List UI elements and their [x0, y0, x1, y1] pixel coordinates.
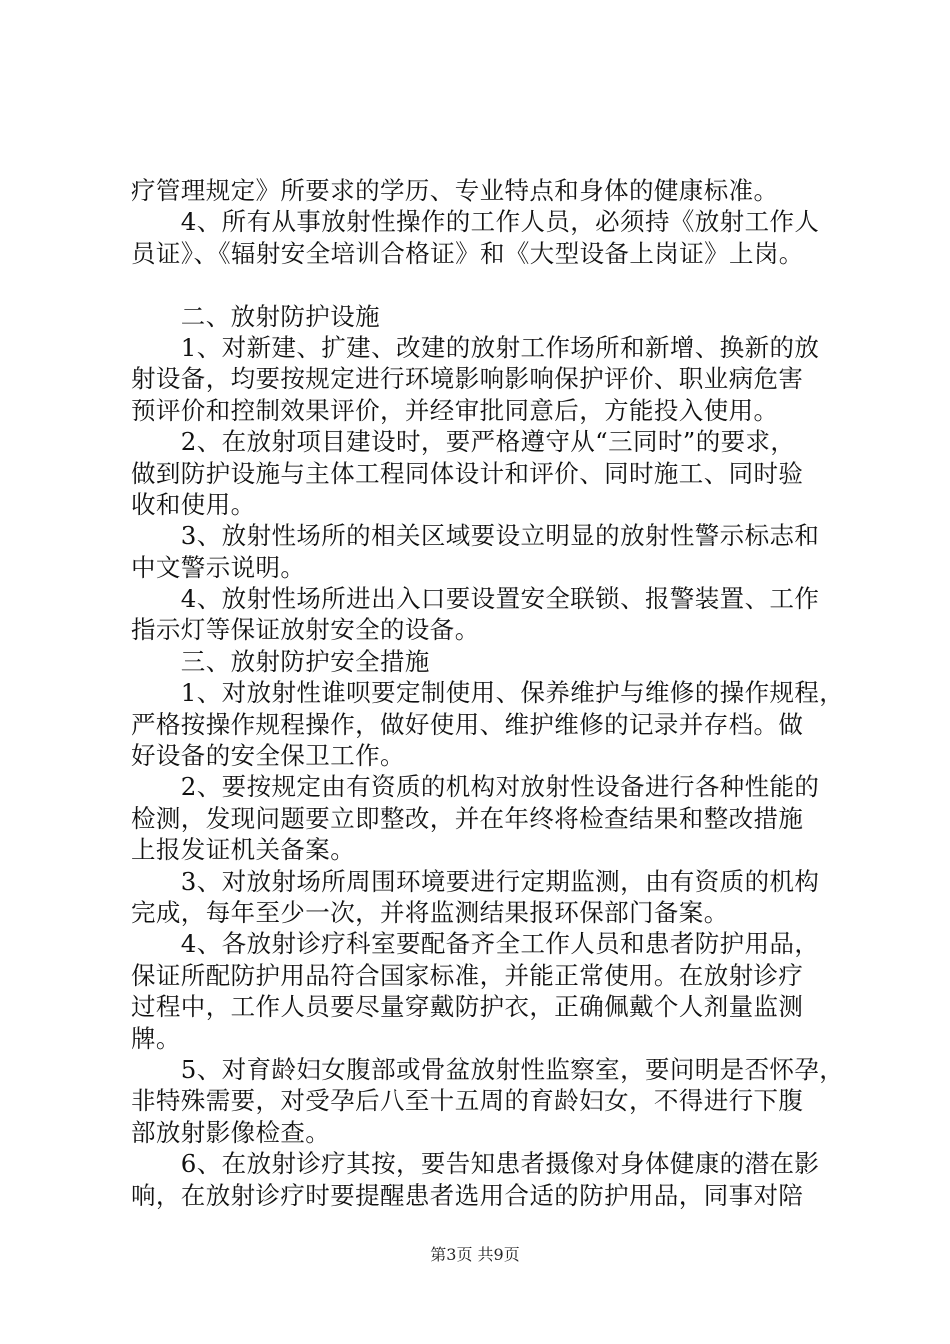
section-heading: 三、放射防护安全措施 [131, 646, 430, 676]
text-line: 做到防护设施与主体工程同体设计和评价、同时施工、同时验 [131, 458, 804, 488]
text-line: 射设备，均要按规定进行环境影响影响保护评价、职业病危害 [131, 364, 804, 394]
text-line: 2、在放射项目建设时，要严格遵守从“三同时”的要求， [131, 427, 796, 457]
text-line: 完成，每年至少一次，并将监测结果报环保部门备案。 [131, 897, 729, 927]
text-line: 响，在放射诊疗时要提醒患者选用合适的防护用品，同事对陪 [131, 1180, 804, 1210]
section-heading: 二、放射防护设施 [131, 301, 380, 331]
text-line: 4、所有从事放射性操作的工作人员，必须持《放射工作人 [131, 207, 820, 237]
text-line: 好设备的安全保卫工作。 [131, 741, 405, 771]
text-line: 员证》、《辐射安全培训合格证》和《大型设备上岗证》上岗。 [131, 238, 804, 268]
page-footer: 第3页 共9页 [430, 1245, 520, 1264]
text-line: 2、要按规定由有资质的机构对放射性设备进行各种性能的 [131, 772, 820, 802]
text-line: 牌。 [131, 1023, 181, 1053]
text-line: 收和使用。 [131, 489, 256, 519]
text-line: 4、放射性场所进出入口要设置安全联锁、报警装置、工作 [131, 584, 820, 614]
text-line: 6、在放射诊疗其按，要告知患者摄像对身体健康的潜在影 [131, 1149, 820, 1179]
text-line: 5、对育龄妇女腹部或骨盆放射性监察室，要问明是否怀孕， [131, 1054, 845, 1084]
text-line: 3、放射性场所的相关区域要设立明显的放射性警示标志和 [131, 521, 820, 551]
text-line: 保证所配防护用品符合国家标准，并能正常使用。在放射诊疗 [131, 960, 804, 990]
text-line: 部放射影像检查。 [131, 1117, 331, 1147]
text-line: 预评价和控制效果评价，并经审批同意后，方能投入使用。 [131, 395, 779, 425]
text-line: 检测，发现问题要立即整改，并在年终将检查结果和整改措施 [131, 803, 804, 833]
text-line: 1、对新建、扩建、改建的放射工作场所和新增、换新的放 [131, 332, 820, 362]
text-line: 严格按操作规程操作，做好使用、维护维修的记录并存档。做 [131, 709, 804, 739]
text-line: 3、对放射场所周围环境要进行定期监测，由有资质的机构 [131, 866, 820, 896]
text-line: 过程中，工作人员要尽量穿戴防护衣，正确佩戴个人剂量监测 [131, 992, 804, 1022]
text-line: 非特殊需要，对受孕后八至十五周的育龄妇女，不得进行下腹 [131, 1086, 804, 1116]
text-line: 疗管理规定》所要求的学历、专业特点和身体的健康标准。 [131, 176, 779, 205]
document-body [131, 175, 845, 1211]
text-line: 上报发证机关备案。 [131, 835, 356, 865]
text-line: 指示灯等保证放射安全的设备。 [131, 615, 480, 645]
text-line: 中文警示说明。 [131, 552, 306, 582]
paragraph-gap [131, 269, 841, 300]
text-line: 4、各放射诊疗科室要配备齐全工作人员和患者防护用品， [131, 929, 820, 959]
text-line: 1、对放射性谁呗要定制使用、保养维护与维修的操作规程， [131, 678, 845, 708]
